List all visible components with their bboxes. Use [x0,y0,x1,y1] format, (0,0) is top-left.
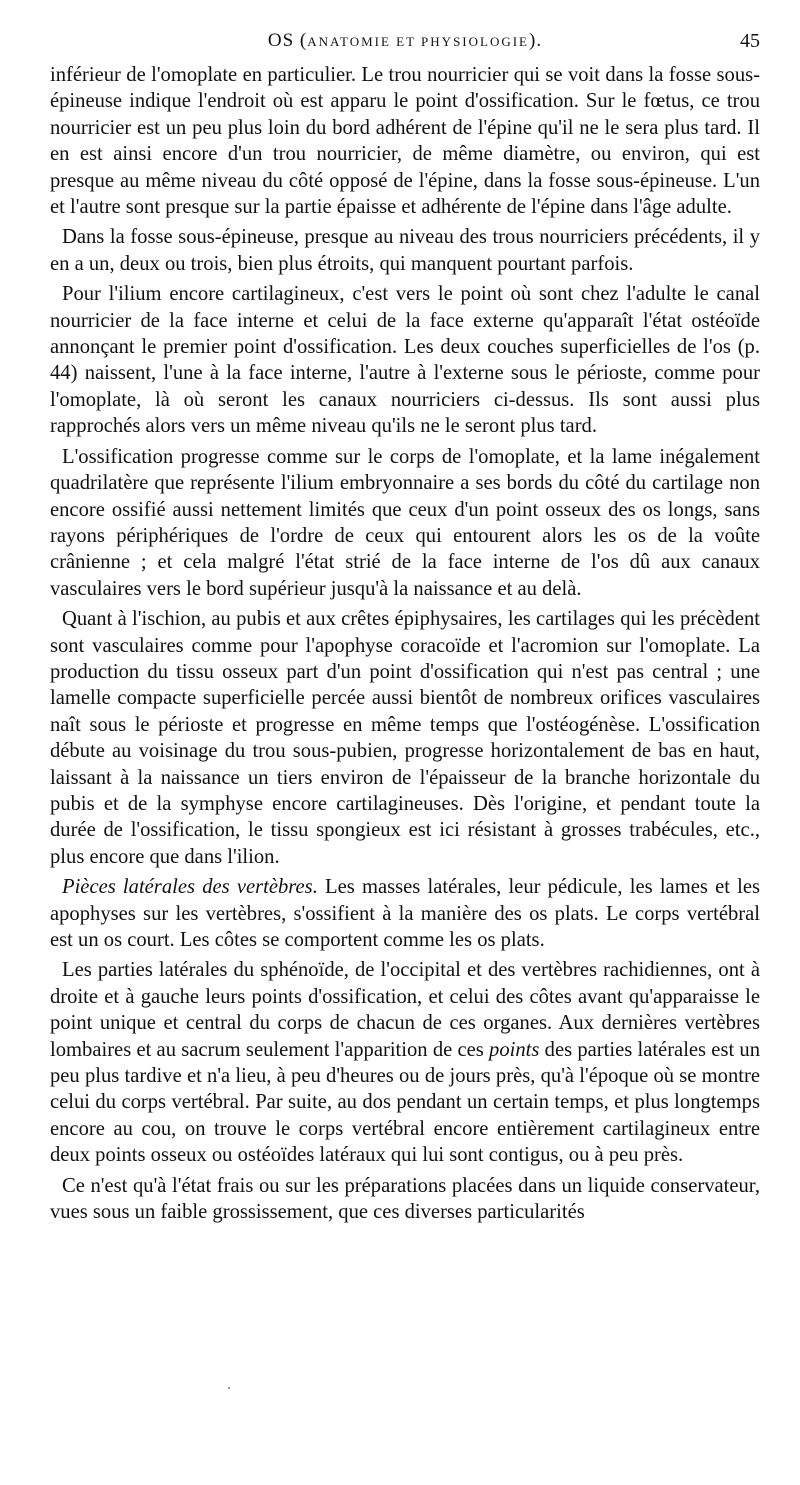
paragraph-8: Ce n'est qu'à l'état frais ou sur les préparations placées dans un liquide conservateur, vues sous un faible grossissement, que ces diverses particularités [50,1174,760,1224]
page-header [50,30,760,60]
paragraph-7-text-after: des parties latérales est un peu plus tardive et n'a lieu, à peu d'heures ou de jours près, qu'à l'époque où se montre celui du corps vertébral. Par suite, au dos pendant un certain temps, et plus longtemps encore au cou, on trouve le corps vertébral encore entièrement cartilagineux entre deux points osseux ou ostéoïdes latéraux qui lui sont contigus, ou à peu près. [50,1038,761,1167]
section-heading-italic: Pièces latérales des vertèbres. [62,876,318,899]
paragraph-2: Dans la fosse sous-épineuse, presque au niveau des trous nourriciers précédents, il y en a un, deux ou trois, bien plus étroits, qui manquent pourtant parfois. [50,226,760,275]
paragraph-1: inférieur de l'omoplate en particulier. Le trou nourricier qui se voit dans la fosse sous-épineuse indique l'endroit où est apparu le point d'ossification. Sur le fœtus, ce trou nourricier est un peu plus loin du bord adhérent de l'épine qu'il ne le sera plus tard. Il en est ainsi encore d'un trou nourricier, de même diamètre, ou environ, qui est presque au même niveau du côté opposé de l'épine, dans la fosse sous-épineuse. L'un et l'autre sont presque sur la partie épaisse et adhérente de l'épine dans l'âge adulte. [50,64,760,219]
running-title-subtitle: ANATOMIE ET PHYSIOLOGIE [307,34,530,49]
paragraph-3: Pour l'ilium encore cartilagineux, c'est vers le point où sont chez l'adulte le canal nourricier de la face interne et celui de la face externe qu'apparaît l'état ostéoïde annonçant le premier point d'ossification. Les deux couches superficielles de l'os (p. 44) naissent, l'une à la face interne, l'autre à l'externe sous le périoste, comme pour l'omoplate, là où seront les canaux nourriciers ci-dessus. Ils sont aussi plus rapprochés alors vers un même niveau qu'ils ne le seront plus tard. [50,283,760,438]
paragraph-6-text: Les masses latérales, leur pédicule, les lames et les apophyses sur les vertèbres, s'ossifient à la manière des os plats. Le corps vertébral est un os court. Les côtes se comportent comme les os plats. [50,876,761,951]
paragraph-7-text-before: Les parties latérales du sphénoïde, de l'occipital et des vertèbres rachidiennes, ont à droite et à gauche leurs points d'ossification, et celui des côtes avant qu'apparaisse le point unique et central du corps de chacun de ces organes. Aux dernières vertèbres lombaires et au sacrum seulement l'apparition de ces [50,959,760,1061]
running-title-end: ). [529,30,543,51]
print-speck [228,1387,230,1389]
running-title-main: OS ( [267,30,308,51]
paragraph-7 [50,957,760,1168]
paragraph-6 [50,874,760,953]
body-text [50,62,760,1229]
running-title [50,30,760,52]
page-number: 45 [740,30,760,52]
paragraph-5: Quant à l'ischion, au pubis et aux crêtes épiphysaires, les cartilages qui les précèdent sont vasculaires comme pour l'apophyse coracoïde et l'acromion sur l'omoplate. La production du tissu osseux part d'un point d'ossification qui n'est pas central ; une lamelle compacte superficielle percée aussi bientôt de nombreux orifices vasculaires naît sous le périoste et progresse en même temps que l'ostéogénèse. L'ossification débute au voisinage du trou sous-pubien, progresse horizontalement de bas en haut, laissant à la naissance un tiers environ de l'épaisseur de la branche horizontale du pubis et de la symphyse encore cartilagineuses. Dès l'origine, et pendant toute la durée de l'ossification, le tissu spongieux est ici résistant à grosses trabécules, etc., plus encore que dans l'ilion. [50,608,760,868]
paragraph-7-italic: points [489,1038,540,1061]
paragraph-4: L'ossification progresse comme sur le corps de l'omoplate, et la lame inégalement quadrilatère que représente l'ilium embryonnaire a ses bords du côté du cartilage non encore ossifié aussi nettement limités que ceux d'un point osseux des os longs, sans rayons périphériques de l'ordre de ceux qui entourent alors les os de la voûte crânienne ; et cela malgré l'état strié de la face interne de l'os dû aux canaux vasculaires vers le bord supérieur jusqu'à la naissance et au delà. [50,445,760,600]
